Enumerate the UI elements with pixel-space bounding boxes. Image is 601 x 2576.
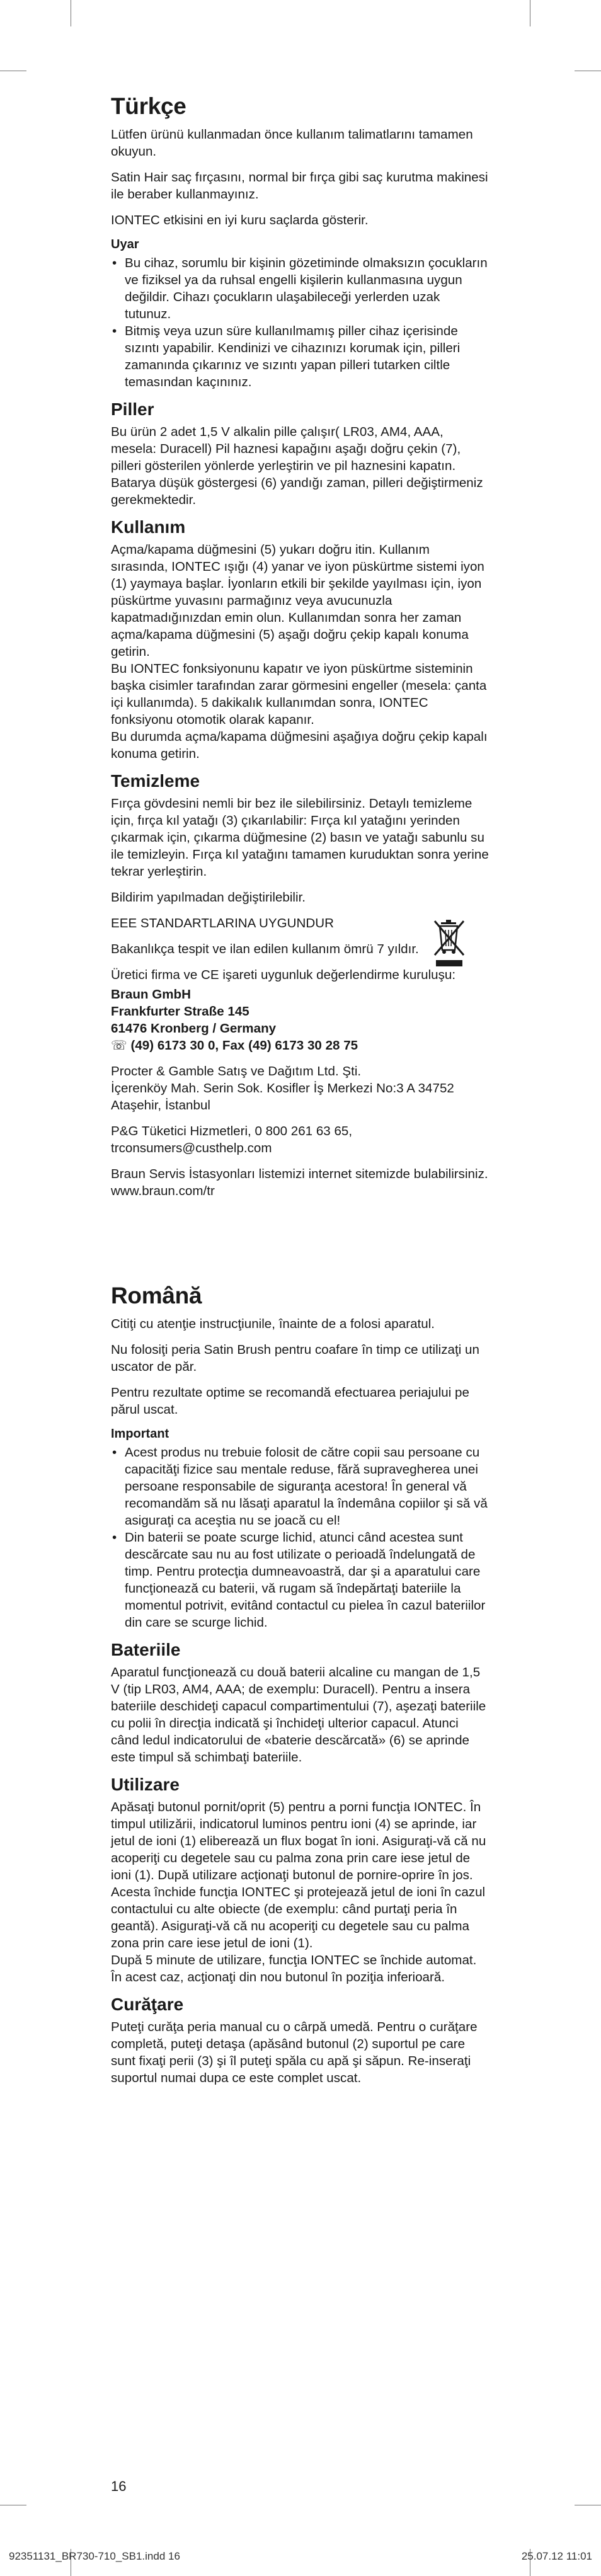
list-item: • Acest produs nu trebuie folosit de către copii sau persoane cu capacităţi fizice sau mentale reduse, fără supravegherea unei persoane responsabile de siguranţa acestora! În general vă recomandăm să nu lăsaţi aparatul la îndemâna copiilor şi să vă asiguraţi ca aceştia nu se joacă cu el! [112, 1445, 488, 1528]
manufacturer-address [111, 986, 489, 1054]
manufacturer-city: 61476 Kronberg / Germany [111, 1021, 277, 1036]
eee-text: EEE STANDARTLARINA UYGUNDUR [111, 916, 334, 930]
warning-heading: Uyar [111, 238, 139, 251]
service-text: Braun Servis İstasyonları listemizi internet sitemizde bulabilirsiniz. www.braun.com/tr [111, 1167, 488, 1198]
paragraph: Citiţi cu atenţie instrucţiunile, înainte de a folosi aparatul. [111, 1317, 435, 1331]
section-turkce [111, 93, 489, 1199]
list-item: • Din baterii se poate scurge lichid, atunci când acestea sunt descărcate sau nu au fost utilizate o perioadă îndelungată de timp. Pentru protecţia dumneavoastră, dar şi a aparatului care funcţionează cu baterii, vă rugam să îndepărtaţi bateriile la momentul potrivit, evitând contactul cu pielea în cazul bateriilor din care se scurge lichid. [112, 1530, 486, 1630]
usage-text: Açma/kapama düğmesini (5) yukarı doğru itin. Kullanım sırasında, IONTEC ışığı (4) yanar ve iyon püskürtme sistemi iyon (1) yaymaya başlar. İyonların etkili bir şekilde yayılması için, iyon püskürtme yuvasını parmağınız veya avucunuzla kapatmadığınızdan emin olun. Kullanımdan sonra her zaman açma/kapama düğmesini (5) aşağı doğru çekip kapalı konuma getirin. Bu IONTEC fonksiyonunu kapatır ve iyon püskürtme sisteminin başka cisimler tarafından zarar görmesini engeller (mesela: çanta içi kullanımda). 5 dakikalık kullanımdan sonra, IONTEC fonksiyonu otomotik olarak kapanır. Bu durumda açma/kapama düğmesini aşağıya doğru çekip kapalı konuma getirin. [111, 542, 488, 761]
batteries-text: Bu ürün 2 adet 1,5 V alkalin pille çalışır( LR03, AM4, AAA, mesela: Duracell) Pil haznesi kapağını aşağı doğru çekin (7), pilleri gösterilen yönlerde yerleştirin ve pil haznesini kapatın. Batarya düşük göstergesi (6) yandığı zaman, pilleri değiştirmeniz gerekmektedir. [111, 425, 483, 507]
crossed-bin-icon [432, 919, 466, 969]
cleaning-heading: Temizleme [111, 771, 200, 791]
page-content [111, 93, 489, 2095]
page-number: 16 [111, 2478, 127, 2494]
important-heading: Important [111, 1427, 169, 1441]
section-title: Română [111, 1283, 202, 1308]
batteries-text: Aparatul funcţionează cu două baterii alcaline cu mangan de 1,5 V (tip LR03, AM4, AAA; de exemplu: Duracell). Pentru a insera bateriile deschideţi capacul compartimentului (7), aşezaţi bateriile cu polii în direcţia indicată şi închideţi ulterior capacul. Atunci când ledul indicatorului de «baterie descărcată» (6) se aprinde este timpul să schimbaţi bateriile. [111, 1665, 486, 1765]
footer-filename: 92351131_BR730-710_SB1.indd 16 [9, 2550, 180, 2562]
usage-heading: Kullanım [111, 517, 186, 537]
manufacturer-name: Braun GmbH [111, 987, 192, 1002]
cleaning-text: Puteţi curăţa peria manual cu o cârpă umedă. Pentru o curăţare completă, puteţi detaşa (apăsând butonul (2) suportul pe care sunt fixaţi perii (3) şi îl puteţi spăla cu apă şi săpun. Re-inseraţi suportul numai dupa ce este complet uscat. [111, 2020, 478, 2085]
consumer-text: P&G Tüketici Hizmetleri, 0 800 261 63 65, trconsumers@custhelp.com [111, 1124, 353, 1155]
manufacturer-phone: ☏ (49) 6173 30 0, Fax (49) 6173 30 28 75 [111, 1038, 358, 1053]
footer-date: 25.07.12 11:01 [521, 2550, 592, 2562]
eee-block [111, 915, 489, 932]
section-title: Türkçe [111, 93, 186, 119]
cleaning-text: Fırça gövdesini nemli bir bez ile silebilirsiniz. Detaylı temizleme için, fırça kıl yatağı (3) çıkarılabilir: Fırça kıl yatağını yerinden çıkarmak için, çıkarma düğmesine (2) basın ve yatağı sabunlu su ile temizleyin. Fırça kıl yatağını tamamen kuruduktan sonra yerine tekrar yerleştirin. [111, 796, 489, 879]
cleaning-heading: Curăţare [111, 1995, 184, 2014]
paragraph: Nu folosiţi peria Satin Brush pentru coafare în timp ce utilizaţi un uscator de păr. [111, 1342, 479, 1374]
manufacturer-street: Frankfurter Straße 145 [111, 1004, 249, 1019]
usage-heading: Utilizare [111, 1775, 180, 1794]
distributor-text: Procter & Gamble Satış ve Dağıtım Ltd. Şti. İçerenköy Mah. Serin Sok. Kosifler İş Merkezi No:3 A 34752 Ataşehir, İstanbul [111, 1064, 454, 1113]
batteries-heading: Bateriile [111, 1640, 181, 1659]
section-romana [111, 1283, 489, 2087]
paragraph: Satin Hair saç fırçasını, normal bir fırça gibi saç kurutma makinesi ile beraber kullanmayınız. [111, 170, 488, 202]
paragraph: Lütfen ürünü kullanmadan önce kullanım talimatlarını tamamen okuyun. [111, 127, 473, 159]
notice-text: Bildirim yapılmadan değiştirilebilir. [111, 890, 306, 905]
usage-text: Apăsaţi butonul pornit/oprit (5) pentru a porni funcţia IONTEC. În timpul utilizării, indicatorul luminos pentru ioni (4) se aprinde, iar jetul de ioni (1) eliberează un flux bogat în ioni. Asiguraţi-vă că nu acoperiţi cu degetele sau cu palma zona prin care iese jetul de ioni (1). După utilizare acţionaţi butonul de pornire-oprire în jos. Acesta închide funcţia IONTEC şi protejează jetul de ioni în cazul contactului cu alte obiecte (de exemplu: când purtaţi peria în geantă). Asiguraţi-vă că nu acoperiţi cu degetele sau cu palma zona prin care iese jetul de ioni (1). După 5 minute de utilizare, funcţia IONTEC se închide automat. În acest caz, acţionaţi din nou butonul în poziţia inferioară. [111, 1800, 486, 1984]
manufacturer-intro: Üretici firma ve CE işareti uygunluk değerlendirme kuruluşu: [111, 968, 456, 982]
paragraph: Pentru rezultate optime se recomandă efectuarea periajului pe părul uscat. [111, 1385, 469, 1417]
list-item: • Bu cihaz, sorumlu bir kişinin gözetiminde olmaksızın çocukların ve fiziksel ya da ruhsal engelli kişilerin kullanmasına uygun değildir. Cihazı çocukların ulaşabileceği yerlerden uzak tutunuz. [112, 256, 488, 321]
paragraph: IONTEC etkisini en iyi kuru saçlarda gösterir. [111, 213, 369, 227]
important-list [111, 1444, 489, 1631]
lifetime-text: Bakanlıkça tespit ve ilan edilen kullanım ömrü 7 yıldır. [111, 942, 419, 956]
list-item: • Bitmiş veya uzun süre kullanılmamış piller cihaz içerisinde sızıntı yapabilir. Kendinizi ve cihazınızı korumak için, pilleri zamanında çıkarınız ve sızıntı yapan pilleri tutarken ciltle temasından kaçınınız. [112, 324, 461, 389]
warning-list [111, 255, 489, 391]
batteries-heading: Piller [111, 399, 154, 419]
